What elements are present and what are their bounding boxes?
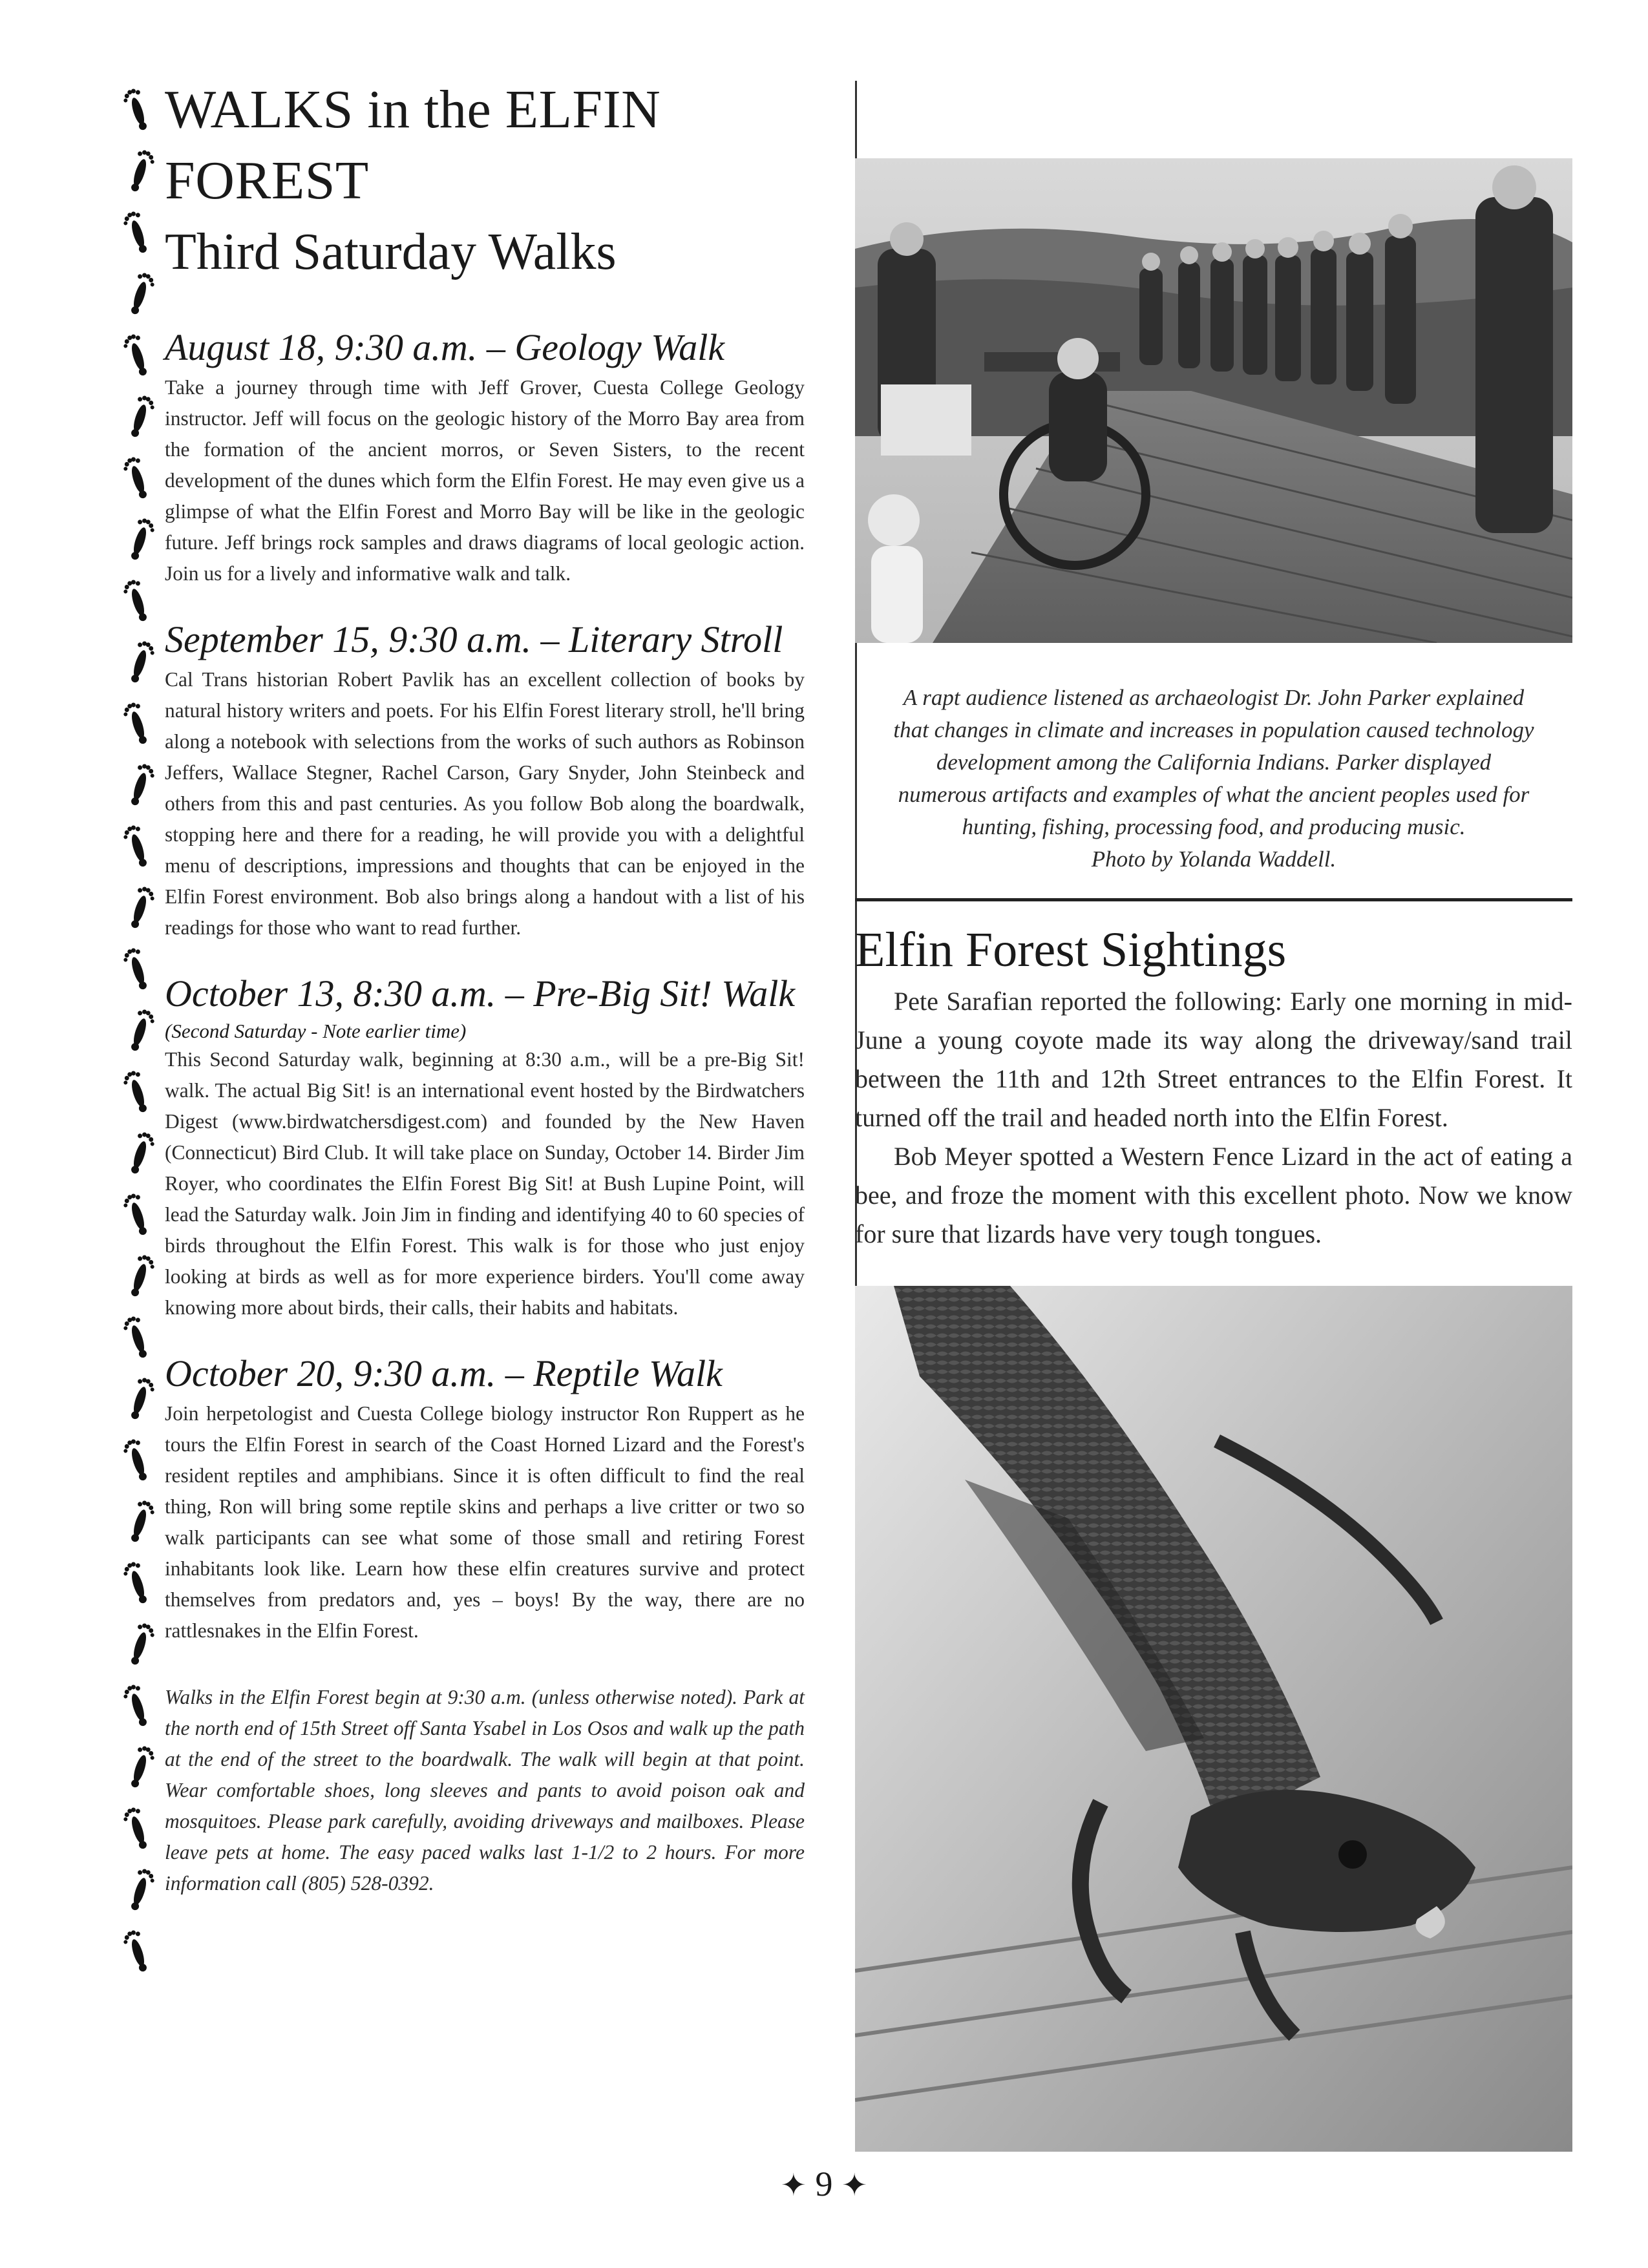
walk-literary [165,615,805,943]
page-subtitle: Third Saturday Walks [165,224,617,280]
walks-column [165,74,805,1920]
lizard-photo [855,1286,1572,2152]
footprint-icon [121,1192,151,1238]
caption-line: development among the California Indians. Parker displayed [936,750,1492,775]
footprint-icon [121,1929,151,1975]
walk-description: This Second Saturday walk, beginning at 8:30 a.m., will be a pre-Big Sit! walk. The actual Big Sit! is an international event hosted by the Birdwatchers Digest (www.birdwatchersdigest.com) and founded by the New Haven (Connecticut) Bird Club. It will take place on Sunday, October 14. Birder Jim Royer, who coordinates the Elfin Forest Big Sit! at Bush Lupine Point, will lead the Saturday walk. Join Jim in finding and identifying 40 to 60 species of birds throughout the Elfin Forest. This walk is for those who just enjoy looking at birds as well as for more experience birders. You'll come away knowing more about birds, their calls, their habits and habitats. [165,1048,805,1319]
footprint-icon [121,578,151,624]
footprint-icon [126,1254,156,1299]
walk-title: September 15, 9:30 a.m. – Literary Stroll [165,618,783,660]
footprint-icon [126,1131,156,1177]
page-number [737,2161,911,2209]
footprint-icon [126,1499,156,1545]
photo-credit: Photo by Yolanda Waddell. [1091,846,1336,872]
photo-caption [855,682,1572,876]
walk-description: Take a journey through time with Jeff Grover, Cuesta College Geology instructor. Jeff will focus on the geologic history of the Morro Bay area from the formation of the ancient morros, or Seven Sisters, to the recent development of the dunes which form the Elfin Forest. He may even give us a glimpse of what the Elfin Forest and Morro Bay will be like in the geologic future. Jeff brings rock samples and draws diagrams of local geologic action. Join us for a lively and informative walk and talk. [165,376,805,585]
caption-line: numerous artifacts and examples of what the ancient peoples used for [898,782,1530,807]
footprint-icon [121,1315,151,1361]
footprint-icon [121,701,151,747]
footprint-icon [126,394,156,440]
footprint-icon [121,1683,151,1729]
footprint-icon [126,762,156,808]
diamond-ornament-icon: ✦ [780,2168,807,2203]
footprint-icon [126,517,156,563]
footprint-icon [121,333,151,379]
walk-title: October 13, 8:30 a.m. – Pre-Big Sit! Walk [165,972,796,1014]
caption-line: that changes in climate and increases in population caused technology [893,717,1534,742]
diamond-ornament-icon: ✦ [841,2168,868,2203]
footprint-icon [126,885,156,931]
footprint-icon [121,947,151,992]
walk-note: (Second Saturday - Note earlier time) [165,1020,467,1042]
footprint-icon [121,1806,151,1852]
footprint-icon [121,87,151,133]
footprint-icon [126,149,156,194]
page-title: WALKS in the ELFIN FOREST [165,79,661,211]
footprint-icon [121,1560,151,1606]
walk-pre-big-sit [165,969,805,1323]
page-number-value: 9 [815,2165,833,2203]
boardwalk-group-photo [855,158,1572,643]
section-divider [855,898,1572,901]
footprint-icon [126,640,156,686]
caption-line: hunting, fishing, processing food, and producing music. [962,814,1466,839]
footprint-icon [121,1438,151,1484]
footprint-trail [113,84,171,2016]
walk-title: August 18, 9:30 a.m. – Geology Walk [165,326,725,368]
section-heading: Elfin Forest Sightings [855,923,1287,977]
footprint-icon [126,1745,156,1790]
footprint-icon [121,456,151,501]
sightings-text [855,982,1572,1254]
sighting-paragraph: Bob Meyer spotted a Western Fence Lizard in the act of eating a bee, and froze the moment with this excellent photo. Now we know for sure that lizards have very tough tongues. [855,1142,1572,1248]
walk-title: October 20, 9:30 a.m. – Reptile Walk [165,1352,723,1394]
caption-line: A rapt audience listened as archaeologist Dr. John Parker explained [903,685,1525,710]
walk-geology [165,323,805,589]
footprint-icon [126,271,156,317]
footprint-icon [126,1376,156,1422]
footprint-icon [113,84,171,2016]
footprint-icon [126,1008,156,1054]
footprint-icon [126,1622,156,1668]
footprint-icon [126,1867,156,1913]
footprint-icon [121,1069,151,1115]
walk-description: Join herpetologist and Cuesta College biology instructor Ron Ruppert as he tours the Elfin Forest in search of the Coast Horned Lizard and the Forest's resident reptiles and amphibians. Since it is often difficult to find the real thing, Ron will bring some reptile skins and perhaps a live critter or two so walk participants can see what some of those small and retiring Forest inhabitants look like. Learn how these elfin creatures survive and protect themselves from predators and, yes – boys! By the way, there are no rattlesnakes in the Elfin Forest. [165,1402,805,1642]
walk-reptile [165,1349,805,1646]
sighting-paragraph: Pete Sarafian reported the following: Early one morning in mid-June a young coyote made its way along the driveway/sand trail between the 11th and 12th Street entrances to the Elfin Forest. It turned off the trail and headed north into the Elfin Forest. [855,987,1572,1132]
footprint-icon [121,210,151,256]
walk-description: Cal Trans historian Robert Pavlik has an excellent collection of books by natural history writers and poets. For his Elfin Forest literary stroll, he'll bring along a notebook with selections from the works of such authors as Robinson Jeffers, Wallace Stegner, Rachel Carson, Gary Snyder, John Steinbeck and others from this and past centuries. As you follow Bob along the boardwalk, stopping here and there for a reading, he will provide you with a delightful menu of descriptions, impressions and thoughts that can be enjoyed in the Elfin Forest environment. Bob also brings along a handout with a list of his readings for those who want to read further. [165,668,805,939]
walk-info-note: Walks in the Elfin Forest begin at 9:30 a.m. (unless otherwise noted). Park at the north end of 15th Street off Santa Ysabel in Los Osos and walk up the path at the end of the street to the boardwalk. The walk will begin at that point. Wear comfortable shoes, long sleeves and pants to avoid poison oak and mosquitoes. Please park carefully, avoiding driveways and mailboxes. Please leave pets at home. The easy paced walks last 1-1/2 to 2 hours. For more information call (805) 528-0392. [165,1686,805,1895]
footprint-icon [121,824,151,870]
